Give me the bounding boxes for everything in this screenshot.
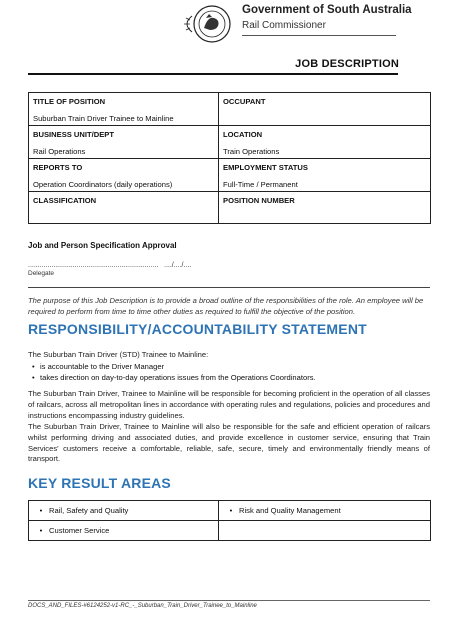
cell-label: LOCATION <box>223 130 263 139</box>
title-of-position-cell <box>29 93 219 126</box>
responsibility-intro: The Suburban Train Driver (STD) Trainee to Mainline: <box>28 350 209 359</box>
kra-item: Customer Service <box>49 526 110 535</box>
cell-value: Train Operations <box>223 147 280 156</box>
position-info-table <box>28 92 431 224</box>
responsibility-heading: RESPONSIBILITY/ACCOUNTABILITY STATEMENT <box>28 321 367 337</box>
cell-label: BUSINESS UNIT/DEPT <box>33 130 115 139</box>
footer-divider <box>28 600 430 601</box>
purpose-statement: The purpose of this Job Description is to provide a broad outline of the responsibilities of the role. An employee will be required to perform from time to time other duties as required to fulfill the objective of the position. <box>28 296 424 316</box>
kra-cell <box>219 501 431 521</box>
approval-divider <box>28 287 430 288</box>
cell-value: Full-Time / Permanent <box>223 180 298 189</box>
table-row <box>29 126 431 159</box>
employment-status-cell <box>219 159 431 192</box>
business-unit-cell <box>29 126 219 159</box>
cell-label: CLASSIFICATION <box>33 196 97 205</box>
government-subtitle: Rail Commissioner <box>242 20 326 31</box>
cell-label: EMPLOYMENT STATUS <box>223 163 308 172</box>
kra-cell <box>219 521 431 541</box>
responsibility-bullets <box>28 362 430 384</box>
cell-label: TITLE OF POSITION <box>33 97 106 106</box>
table-row <box>29 93 431 126</box>
responsibility-paragraph-2: The Suburban Train Driver, Trainee to Mainline will also be responsible for the safe and efficient operation of railcars whilst performing driving and associated duties, and provide excellence in customer service, ensuring that Train Services' customers receive a comfortable, reliable, safe, secure, timely and environmentally friendly means of transport. <box>28 422 430 464</box>
kra-cell <box>29 521 219 541</box>
document-title: JOB DESCRIPTION <box>295 58 399 70</box>
delegate-label: Delegate <box>28 270 55 277</box>
approval-title: Job and Person Specification Approval <box>28 241 177 250</box>
header-divider <box>242 35 396 36</box>
footer-filename: DOCS_AND_FILES-#6124252-v1-RC_-_Suburban_Train_Driver_Trainee_to_Mainline <box>28 603 257 609</box>
signature-line: ................................................................... <box>28 262 159 269</box>
bullet-icon: • <box>39 506 43 515</box>
cell-value: Rail Operations <box>33 147 86 156</box>
date-line: ..../..../.... <box>164 262 192 269</box>
south-australia-crest-icon <box>178 4 234 44</box>
list-item: • is accountable to the Driver Manager <box>28 362 430 373</box>
position-number-cell <box>219 192 431 224</box>
government-title: Government of South Australia <box>242 4 412 16</box>
location-cell <box>219 126 431 159</box>
table-row <box>29 521 431 541</box>
cell-label: POSITION NUMBER <box>223 196 295 205</box>
bullet-icon: • <box>39 526 43 535</box>
cell-label: REPORTS TO <box>33 163 83 172</box>
occupant-cell <box>219 93 431 126</box>
key-result-areas-heading: KEY RESULT AREAS <box>28 475 171 491</box>
kra-cell <box>29 501 219 521</box>
classification-cell <box>29 192 219 224</box>
kra-item: Risk and Quality Management <box>239 506 341 515</box>
key-result-areas-table <box>28 500 431 541</box>
cell-value: Operation Coordinators (daily operations) <box>33 180 173 189</box>
bullet-icon: • <box>229 506 233 515</box>
responsibility-paragraph-1: The Suburban Train Driver, Trainee to Mainline will be responsible for becoming proficient in the operation of all classes of railcars, across all metropolitan lines in accordance with operating rules and regulations, policies and procedures and instructions encompassing industry guidelines. <box>28 389 430 420</box>
cell-value: Suburban Train Driver Trainee to Mainline <box>33 114 174 123</box>
reports-to-cell <box>29 159 219 192</box>
title-divider <box>28 73 398 75</box>
cell-label: OCCUPANT <box>223 97 266 106</box>
kra-item: Rail, Safety and Quality <box>49 506 129 515</box>
table-row <box>29 501 431 521</box>
table-row <box>29 159 431 192</box>
table-row <box>29 192 431 224</box>
list-item: • takes direction on day-to-day operations issues from the Operations Coordinators. <box>28 373 430 384</box>
